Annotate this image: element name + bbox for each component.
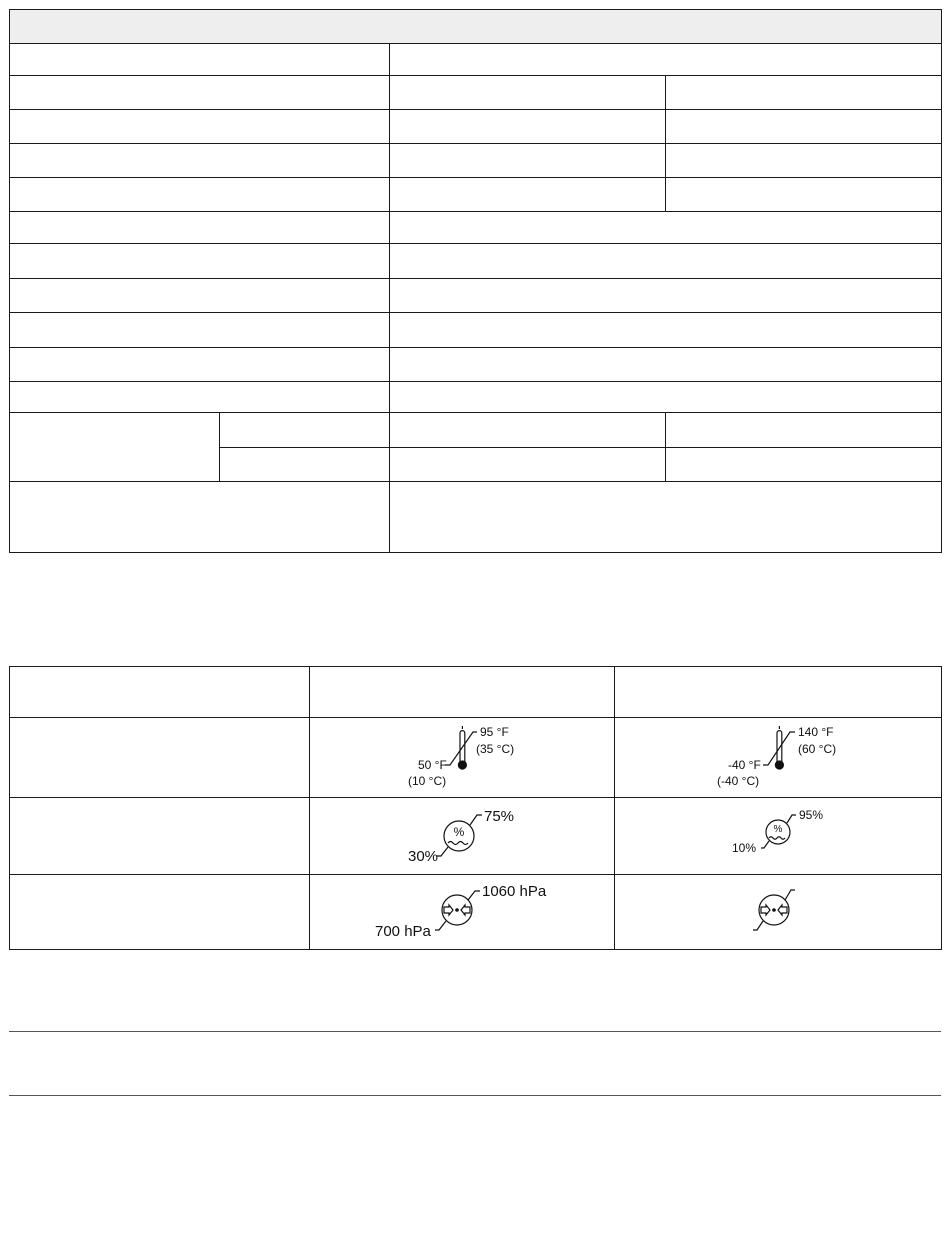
- spec-value-cell: [390, 313, 942, 348]
- spec-value-cell: [666, 110, 942, 144]
- spec-value-cell: [390, 44, 942, 76]
- spec-value-cell: [390, 279, 942, 313]
- spec-value-cell: [666, 448, 942, 482]
- thermometer-icon: [310, 718, 615, 797]
- spec-value-cell: [666, 178, 942, 212]
- temp-high-f: 95 °F: [480, 725, 509, 739]
- atmospheric-pressure-icon: [310, 875, 615, 949]
- spec-value-cell: [390, 212, 942, 244]
- storage-humidity-cell: [615, 798, 942, 875]
- spec-value-cell: [666, 413, 942, 448]
- humidity-icon: [310, 798, 615, 874]
- spec-label-cell: [10, 313, 390, 348]
- humidity-high: 95%: [799, 808, 824, 822]
- temp-high-c: (60 °C): [798, 742, 837, 756]
- spec-value-cell: [390, 482, 942, 553]
- pressure-high: 1060 hPa: [482, 883, 547, 900]
- temp-low-c: (10 °C): [408, 774, 447, 788]
- spec-sublabel-cell: [220, 413, 390, 448]
- env-row-label-pressure: [10, 875, 310, 950]
- temp-high-f: 140 °F: [798, 725, 834, 739]
- spec-label-cell: [10, 279, 390, 313]
- operating-pressure-cell: [310, 875, 615, 950]
- svg-text:%: %: [453, 825, 465, 839]
- horizontal-divider: [9, 1031, 941, 1032]
- temp-low-f: 50 °F: [418, 758, 447, 772]
- spec-value-cell: [390, 144, 666, 178]
- env-row-label-temperature: [10, 718, 310, 798]
- spec-label-cell: [10, 44, 390, 76]
- env-row-label-humidity: [10, 798, 310, 875]
- operating-humidity-cell: [310, 798, 615, 875]
- spec-table-header: [10, 10, 942, 44]
- env-header-operating: [310, 667, 615, 718]
- spec-label-cell: [10, 110, 390, 144]
- storage-temperature-cell: [615, 718, 942, 798]
- spec-value-cell: [390, 110, 666, 144]
- spec-value-cell: [390, 382, 942, 413]
- temp-high-c: (35 °C): [476, 742, 515, 756]
- operating-temperature-cell: [310, 718, 615, 798]
- spec-label-cell: [10, 212, 390, 244]
- environmental-conditions-table: [9, 666, 942, 950]
- spec-sublabel-cell: [220, 448, 390, 482]
- spec-value-cell: [666, 76, 942, 110]
- spec-value-cell: [390, 244, 942, 279]
- humidity-low: 10%: [732, 841, 757, 855]
- temp-low-c: (-40 °C): [717, 774, 760, 788]
- env-header-cell: [10, 667, 310, 718]
- env-header-storage: [615, 667, 942, 718]
- spec-label-cell: [10, 76, 390, 110]
- svg-text:%: %: [773, 824, 783, 835]
- spec-label-cell: [10, 244, 390, 279]
- spec-value-cell: [390, 178, 666, 212]
- spec-label-cell: [10, 178, 390, 212]
- spec-label-cell: [10, 482, 390, 553]
- spec-label-cell: [10, 382, 390, 413]
- humidity-high: 75%: [484, 808, 515, 825]
- temp-low-f: -40 °F: [728, 758, 761, 772]
- spec-value-cell: [390, 348, 942, 382]
- storage-pressure-cell: [615, 875, 942, 950]
- spec-group-label-cell: [10, 413, 220, 482]
- spec-label-cell: [10, 144, 390, 178]
- spec-value-cell: [390, 76, 666, 110]
- atmospheric-pressure-icon: [615, 875, 942, 949]
- spec-label-cell: [10, 348, 390, 382]
- humidity-low: 30%: [408, 848, 439, 865]
- spec-value-cell: [390, 448, 666, 482]
- specifications-table: [9, 9, 942, 553]
- pressure-low: 700 hPa: [375, 923, 431, 940]
- humidity-icon: [615, 798, 942, 874]
- horizontal-divider: [9, 1095, 941, 1096]
- thermometer-icon: [615, 718, 942, 797]
- spec-value-cell: [666, 144, 942, 178]
- spec-value-cell: [390, 413, 666, 448]
